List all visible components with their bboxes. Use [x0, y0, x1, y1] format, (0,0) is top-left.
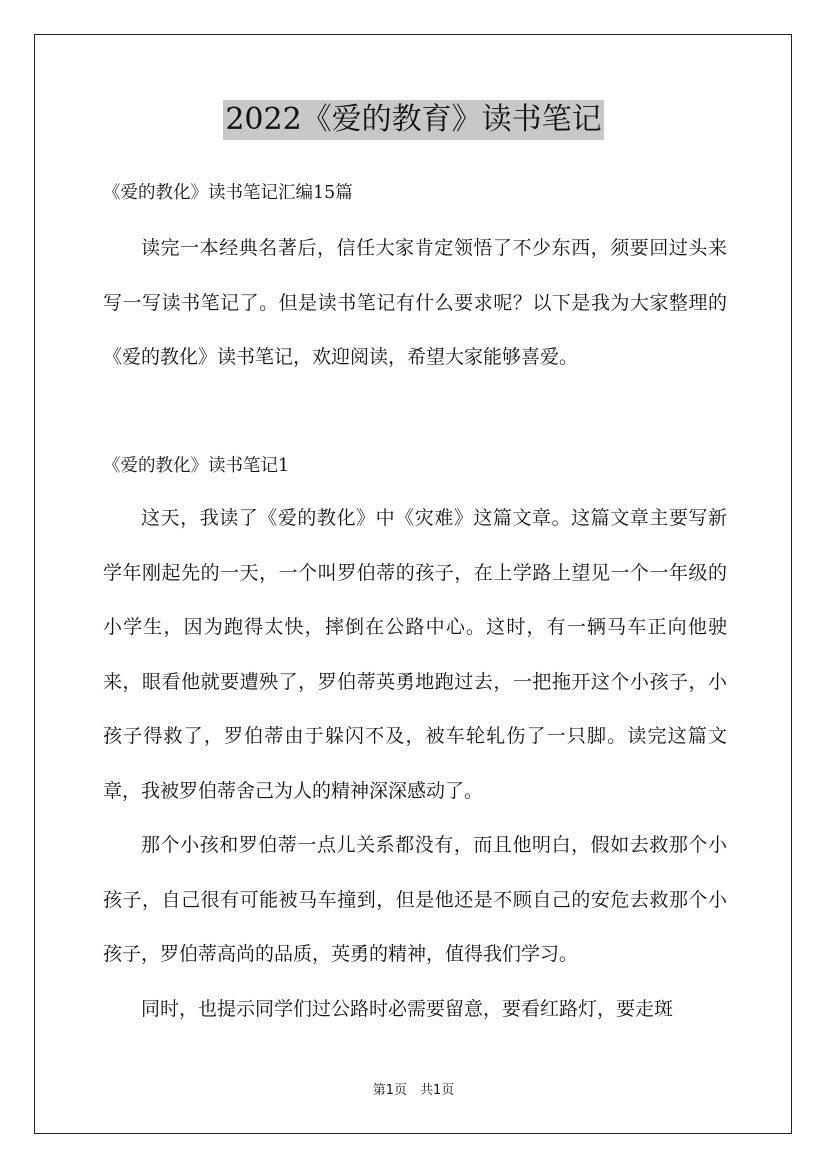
- body-paragraph-1: 这天，我读了《爱的教化》中《灾难》这篇文章。这篇文章主要写新学年刚起先的一天，一个叫罗伯蒂的孩子，在上学路上望见一个一年级的小学生，因为跑得太快，摔倒在公路中心。这时，有一辆马车正向他驶来，眼看他就要遭殃了，罗伯蒂英勇地跑过去，一把拖开这个小孩子，小孩子得救了，罗伯蒂由于躲闪不及，被车轮轧伤了一只脚。读完这篇文章，我被罗伯蒂舍己为人的精神深深感动了。: [103, 507, 727, 802]
- page-footer: 第1页 共1页: [372, 1083, 455, 1098]
- intro-paragraph: 读完一本经典名著后，信任大家肯定领悟了不少东西，须要回过头来写一写读书笔记了。但是读书笔记有什么要求呢？以下是我为大家整理的《爱的教化》读书笔记，欢迎阅读，希望大家能够喜爱。: [103, 237, 727, 368]
- document-title: 2022《爱的教育》读书笔记: [223, 100, 603, 140]
- section-heading: 《爱的教化》读书笔记1: [103, 456, 290, 476]
- body-paragraph-3: 同时，也提示同学们过公路时必需要留意，要看红路灯，要走斑: [141, 998, 674, 1020]
- document-subtitle: 《爱的教化》读书笔记汇编15篇: [103, 183, 353, 203]
- title-container: [0, 100, 827, 140]
- body-paragraph-2: 那个小孩和罗伯蒂一点儿关系都没有，而且他明白，假如去救那个小孩子，自己很有可能被马车撞到，但是他还是不顾自己的安危去救那个小孩子，罗伯蒂高尚的品质，英勇的精神，值得我们学习。: [103, 834, 727, 965]
